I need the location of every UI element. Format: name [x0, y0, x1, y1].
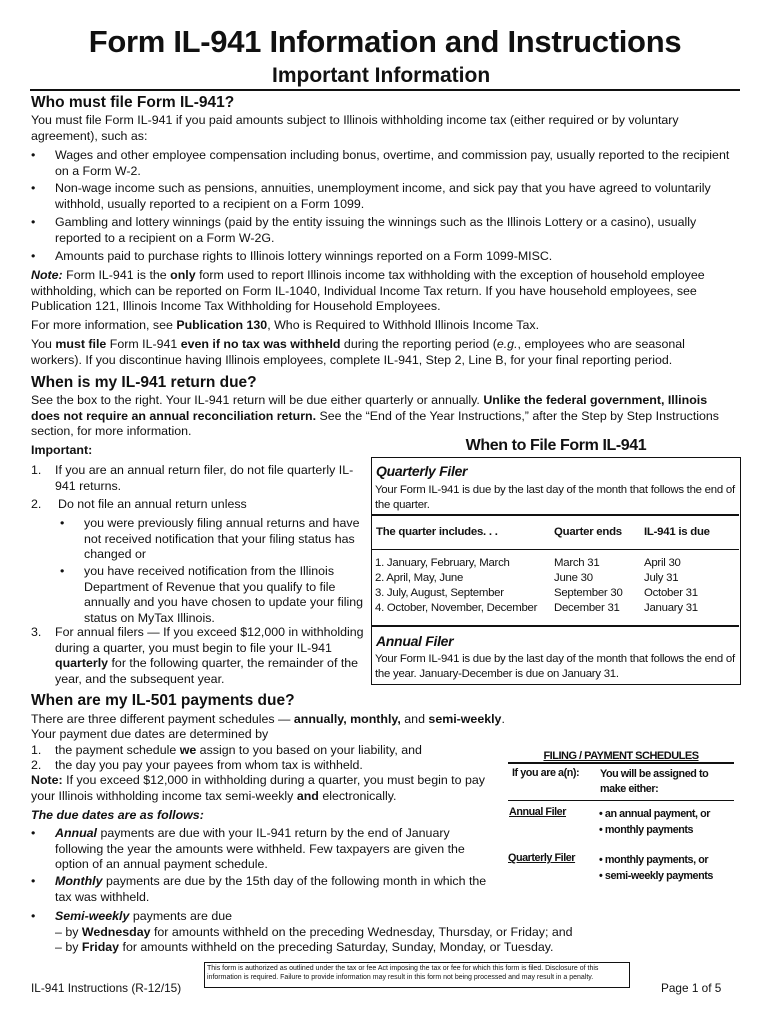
list-item: • you were previously filing annual returns and have not received notification that your filing status has changed or — [60, 516, 360, 561]
table-cell: March 31 — [554, 557, 600, 569]
bullet-icon: • — [31, 215, 36, 229]
bullet-icon: • — [599, 870, 603, 882]
schedules-col2: You will be assigned to make either: — [600, 768, 709, 795]
table-cell: 1. January, February, March — [375, 557, 510, 569]
list-item: • Wages and other employee compensation including bonus, overtime, and commission pay, usually reported to the recipient on a Form W-2. — [31, 148, 730, 178]
must-file-note: You must file Form IL-941 even if no tax was withheld during the reporting period (e.g., employees who are seasonal workers). If you discontinue having Illinois employees, complete IL-941, Step 2, Line B, for your final reporting period. — [31, 337, 685, 367]
footer-disclaimer: This form is authorized as outlined under the tax or fee Act imposing the tax or fee for which this form is filed. Disclosure of this information is required. Failure to provide information may result in this form not being processed and may result in a penalty. — [204, 962, 630, 988]
bullet-icon: • — [599, 824, 603, 836]
payments-note: Note: If you exceed $12,000 in withholding during a quarter, you must begin to pay your Illinois withholding income tax semi-weekly and electronically. — [31, 773, 485, 803]
schedule-filer-annual: Annual Filer — [509, 806, 566, 818]
table-cell: January 31 — [644, 602, 698, 614]
section-title: Important Information — [272, 64, 491, 87]
important-label: Important: — [31, 443, 93, 457]
list-item: 3. For annual filers — If you exceed $12,000 in withholding during a quarter, you must begin to file your IL-941 quarterly for the following quarter, the remainder of the year, and the subsequent year. — [31, 625, 364, 686]
when-due-heading: When is my IL-941 return due? — [31, 374, 257, 391]
bullet-icon: • — [599, 854, 603, 866]
payments-determined: Your payment due dates are determined by — [31, 727, 269, 741]
annual-filer-heading: Annual Filer — [376, 633, 454, 649]
divider — [508, 762, 734, 764]
list-item: • Semi-weekly payments are due – by Wednesday for amounts withheld on the preceding Wednesday, Thursday, or Friday; and – by Friday for amounts withheld on the preceding Saturday, Sunday, Monday, or Tuesday. — [31, 909, 573, 954]
schedules-title: FILING / PAYMENT SCHEDULES — [543, 750, 699, 762]
schedule-filer-quarterly: Quarterly Filer — [508, 852, 576, 864]
when-to-file-title: When to File Form IL-941 — [465, 437, 647, 454]
list-item: • Non-wage income such as pensions, annuities, unemployment income, and sick pay that you have agreed to voluntarily withhold, usually reported to a recipient on a Form 1099. — [31, 181, 711, 211]
annual-filer-text: Your Form IL-941 is due by the last day of the month that follows the end of the year. January-December is due on January 31. — [375, 653, 735, 680]
divider — [372, 514, 739, 516]
when-to-file-box — [371, 457, 741, 685]
divider — [372, 625, 739, 627]
quarterly-filer-text: Your Form IL-941 is due by the last day of the month that follows the end of the quarter. — [375, 484, 735, 511]
bullet-icon: • — [31, 826, 36, 840]
due-dates-heading: The due dates are as follows: — [31, 808, 204, 822]
list-item: 1. the payment schedule we assign to you based on your liability, and — [31, 743, 422, 757]
divider — [372, 549, 739, 550]
bullet-icon: • — [60, 516, 65, 530]
table-cell: 2. April, May, June — [375, 572, 464, 584]
who-must-file-heading: Who must file Form IL-941? — [31, 94, 235, 111]
bullet-icon: • — [31, 249, 36, 263]
table-cell: December 31 — [554, 602, 620, 614]
title-divider — [30, 89, 740, 91]
col-header-due: IL-941 is due — [644, 526, 710, 538]
page-title: Form IL-941 Information and Instructions — [88, 24, 682, 59]
when-due-para: See the box to the right. Your IL-941 return will be due either quarterly or annually. Unlike the federal government, Illinois does not require an annual reconciliation return. See the “End of the Year Instructions,” after the Step by Step Instructions section, for more information. — [31, 393, 719, 438]
note-household: Note: Form IL-941 is the only form used to report Illinois income tax withholding with the exception of household employee withholding, which can be reported on Form IL-1040, Individual Income Tax return. If you have household employees, see Publication 121, Illinois Income Tax Withholding for Household Employees. — [31, 268, 705, 313]
list-item: • Monthly payments are due by the 15th day of the following month in which the tax was withheld. — [31, 874, 487, 904]
list-item: 1. If you are an annual return filer, do not file quarterly IL-941 returns. — [31, 463, 354, 493]
table-cell: 4. October, November, December — [375, 602, 538, 614]
list-item: • Annual payments are due with your IL-941 return by the end of January following the year the amounts were withheld. Few taxpayers are given the option of an annual payment schedule. — [31, 826, 465, 871]
list-item: • Gambling and lottery winnings (paid by the entity issuing the winnings such as the Illinois Lottery or a casino), usually reported to a recipient on a Form W-2G. — [31, 215, 697, 245]
table-cell: October 31 — [644, 587, 698, 599]
schedules-col1: If you are a(n): — [512, 767, 580, 779]
bullet-icon: • — [31, 181, 36, 195]
divider — [508, 800, 734, 801]
schedule-options-annual: • an annual payment, or • monthly payments — [599, 808, 711, 836]
list-item: 2. the day you pay your payees from whom tax is withheld. — [31, 758, 363, 772]
col-header-ends: Quarter ends — [554, 526, 622, 538]
bullet-icon: • — [599, 808, 603, 820]
quarterly-filer-heading: Quarterly Filer — [376, 463, 468, 479]
col-header-quarter: The quarter includes. . . — [376, 526, 498, 538]
bullet-icon: • — [31, 148, 36, 162]
table-cell: July 31 — [644, 572, 679, 584]
payments-intro: There are three different payment schedules — annually, monthly, and semi-weekly. — [31, 712, 505, 726]
list-item: • Amounts paid to purchase rights to Illinois lottery winnings reported on a Form 1099-MISC. — [31, 249, 553, 263]
table-cell: September 30 — [554, 587, 623, 599]
payments-heading: When are my IL-501 payments due? — [31, 692, 295, 709]
bullet-icon: • — [31, 909, 36, 923]
list-item: 2. Do not file an annual return unless — [31, 497, 247, 511]
table-cell: June 30 — [554, 572, 593, 584]
footer-form-id: IL-941 Instructions (R-12/15) — [31, 981, 182, 995]
bullet-icon: • — [31, 874, 36, 888]
footer-page-number: Page 1 of 5 — [661, 981, 722, 995]
who-must-file-intro: You must file Form IL-941 if you paid amounts subject to Illinois withholding income tax (either required or by voluntary agreement), such as: — [31, 113, 679, 143]
more-info: For more information, see Publication 130, Who is Required to Withhold Illinois Income Tax. — [31, 318, 540, 332]
bullet-icon: • — [60, 564, 65, 578]
table-cell: April 30 — [644, 557, 681, 569]
table-cell: 3. July, August, September — [375, 587, 504, 599]
schedule-options-quarterly: • monthly payments, or • semi-weekly payments — [599, 854, 713, 882]
list-item: • you have received notification from the Illinois Department of Revenue that you qualify to file annually and you have chosen to update your filing status on MyTax Illinois. — [60, 564, 363, 625]
